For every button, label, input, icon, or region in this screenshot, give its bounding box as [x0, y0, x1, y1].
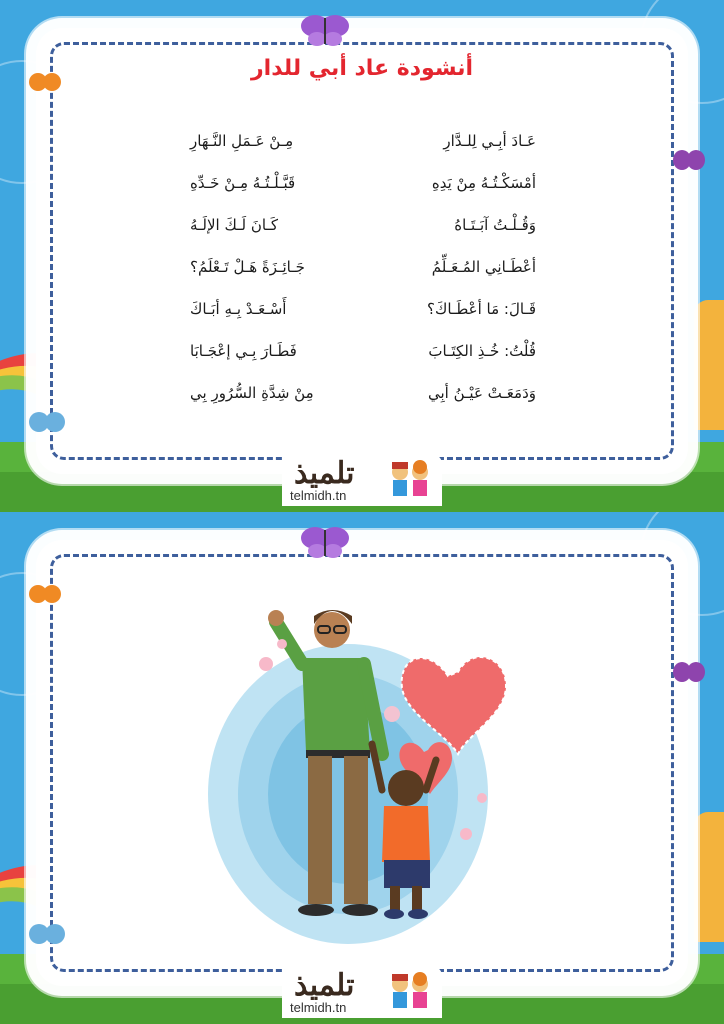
verse-row	[190, 372, 536, 414]
verse-right: وَقُـلْـتُ آبَـتَـاهُ	[454, 216, 536, 234]
verse-row	[190, 246, 536, 288]
butterfly-icon	[28, 410, 66, 438]
verse-left: كَـانَ لَـكَ الإلَـهُ	[190, 216, 278, 234]
butterfly-icon	[300, 524, 350, 560]
verse-row	[190, 288, 536, 330]
verse-right: أعْطَـانِي المُـعَـلِّمُ	[431, 258, 536, 276]
verse-row	[190, 162, 536, 204]
logo-name: تلميذ	[294, 968, 355, 1003]
verse-right: قَـالَ: مَا أعْطَـاكَ؟	[427, 300, 536, 318]
verse-row	[190, 330, 536, 372]
poem-title: أنشودة عاد أبي للدار	[250, 56, 474, 81]
telmidh-logo	[282, 454, 442, 506]
butterfly-icon	[672, 148, 706, 178]
logo-url: telmidh.tn	[290, 488, 347, 503]
telmidh-logo	[282, 966, 442, 1018]
verse-right: عَـادَ أبِـي لِلـدَّارِ	[443, 132, 536, 150]
building-decoration	[694, 300, 724, 430]
logo-url: telmidh.tn	[290, 1000, 347, 1015]
butterfly-icon	[300, 12, 350, 48]
building-decoration	[694, 812, 724, 942]
verse-right: أمْسَكْـتُـهُ مِنْ يَدِهِ	[431, 174, 536, 192]
verse-right: قُلْتُ: خُـذِ الكِتَـابَ	[428, 342, 536, 360]
kids-icon	[386, 460, 434, 502]
verse-right: وَدَمَعَـتْ عَيْـنُ أبِي	[428, 384, 536, 402]
verse-left: جَـائِـزَةً هَـلْ تَـعْلَمُ؟	[190, 258, 305, 276]
verse-left: أَسْـعَـدْ بِـهِ أبَـاكَ	[190, 300, 287, 318]
poem-verses	[190, 120, 536, 414]
butterfly-icon	[28, 922, 66, 950]
verse-left: فَطَـارَ بِـي إعْجَـابَا	[190, 342, 297, 360]
verse-left: مِـنْ عَـمَلِ النَّـهَارِ	[190, 132, 294, 150]
verse-row	[190, 120, 536, 162]
verse-row	[190, 204, 536, 246]
verse-left: مِنْ شِدَّةِ السُّرُورِ بِي	[190, 384, 314, 402]
butterfly-icon	[672, 660, 706, 690]
kids-icon	[386, 972, 434, 1014]
logo-name: تلميذ	[294, 456, 355, 491]
verse-left: قَبَّـلْـتُـهُ مِـنْ خَـدِّهِ	[190, 174, 296, 192]
father-son-illustration	[206, 584, 512, 944]
page-two	[0, 512, 724, 1024]
butterfly-icon	[28, 582, 62, 610]
